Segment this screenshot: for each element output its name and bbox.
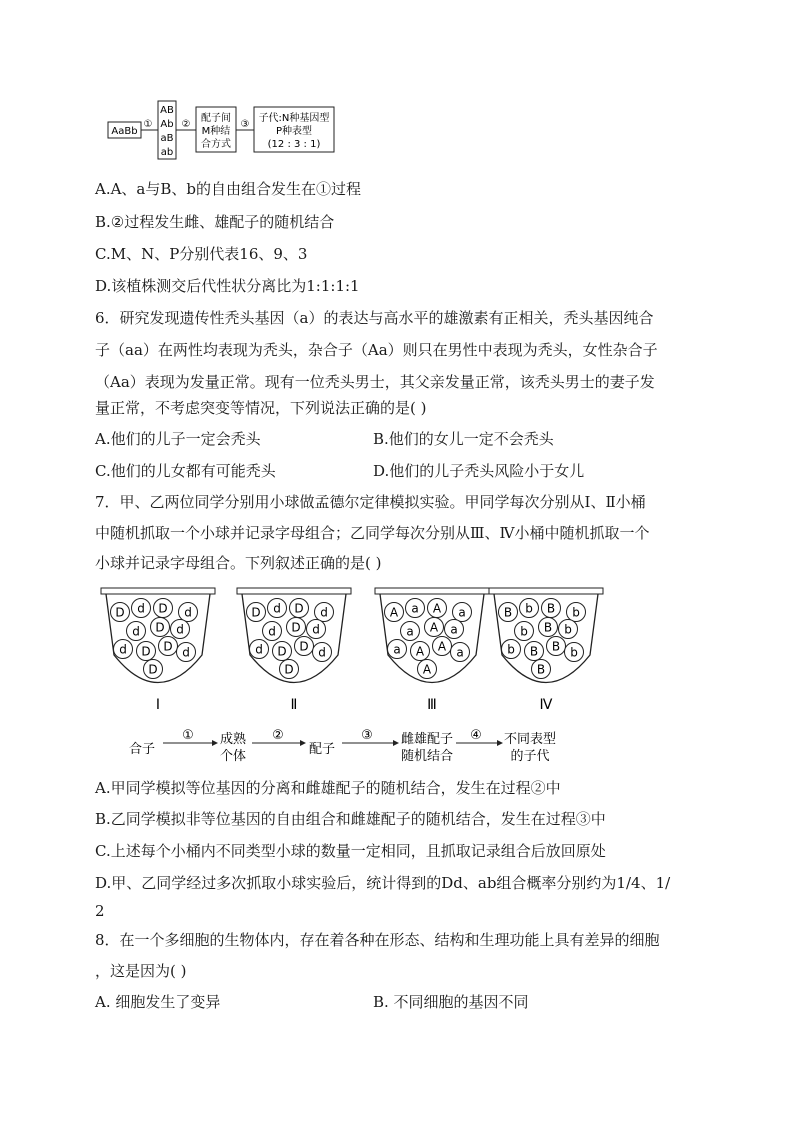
- ball-label: d: [273, 601, 281, 616]
- ball-label: d: [268, 624, 276, 639]
- svg-text:①: ①: [182, 728, 194, 743]
- q7-option-d[interactable]: D.甲、乙同学经过多次抓取小球实验后，统计得到的Dd、ab组合概率分别约为1/4、1/: [95, 874, 671, 892]
- bucket-label: Ⅳ: [539, 697, 553, 713]
- ball-label: D: [299, 639, 309, 654]
- q7-option-a[interactable]: A.甲同学模拟等位基因的分离和雌雄配子的随机结合，发生在过程②中: [95, 779, 561, 797]
- svg-text:的子代: 的子代: [510, 749, 550, 764]
- svg-text:AB: AB: [160, 105, 174, 116]
- svg-text:③: ③: [361, 728, 373, 743]
- ball-label: B: [529, 644, 539, 659]
- svg-text:②: ②: [181, 119, 191, 130]
- q5-option-a[interactable]: A.A、a与B、b的自由组合发生在①过程: [95, 180, 362, 198]
- ball-label: D: [277, 644, 287, 659]
- ball-label: D: [158, 601, 168, 616]
- ball-label: a: [406, 624, 414, 639]
- q8-stem-line-1: 8．在一个多细胞的生物体内，存在着各种在形态、结构和生理功能上具有差异的细胞: [95, 931, 660, 949]
- bucket-1: [101, 588, 215, 713]
- bucket-label: Ⅱ: [290, 697, 298, 713]
- ball-label: B: [546, 601, 556, 616]
- svg-text:ab: ab: [160, 147, 174, 158]
- svg-text:配子间: 配子间: [201, 113, 231, 124]
- flow-start-label: AaBb: [111, 126, 138, 137]
- ball-label: d: [182, 645, 190, 660]
- ball-label: B: [551, 639, 561, 654]
- svg-text:①: ①: [143, 119, 153, 130]
- ball-label: B: [503, 605, 513, 620]
- ball-label: A: [389, 605, 399, 620]
- ball-label: D: [155, 620, 165, 635]
- ball-label: D: [148, 662, 158, 677]
- svg-text:随机结合: 随机结合: [400, 749, 454, 764]
- q6-option-a[interactable]: A.他们的儿子一定会秃头: [95, 430, 261, 448]
- svg-text:M种结: M种结: [201, 126, 231, 137]
- ball-label: d: [312, 622, 320, 637]
- ball-label: D: [294, 601, 304, 616]
- ball-label: d: [137, 601, 145, 616]
- svg-text:个体: 个体: [219, 749, 247, 764]
- svg-text:③: ③: [240, 119, 250, 130]
- ball-label: d: [132, 624, 140, 639]
- gamete-flow-diagram: [0, 0, 794, 175]
- ball-label: D: [284, 662, 294, 677]
- svg-text:不同表型: 不同表型: [503, 732, 557, 747]
- ball-label: B: [543, 620, 553, 635]
- ball-label: a: [411, 601, 419, 616]
- ball-label: b: [570, 645, 578, 660]
- svg-text:aB: aB: [160, 133, 174, 144]
- ball-label: A: [429, 620, 439, 635]
- ball-label: A: [415, 644, 425, 659]
- ball-label: b: [520, 624, 528, 639]
- svg-text:②: ②: [272, 728, 284, 743]
- q7-stem-line-3: 小球并记录字母组合。下列叙述正确的是( ): [95, 554, 382, 572]
- ball-label: D: [141, 644, 151, 659]
- q6-stem-line-1: 6．研究发现遗传性秃头基因（a）的表达与高水平的雄激素有正相关，秃头基因纯合: [95, 309, 654, 327]
- q5-option-b[interactable]: B.②过程发生雌、雄配子的随机结合: [95, 213, 335, 231]
- bucket-4: [489, 588, 603, 713]
- process-flow-diagram: [0, 727, 794, 772]
- q8-option-b[interactable]: B. 不同细胞的基因不同: [373, 993, 529, 1011]
- q6-stem-line-4: 量正常，不考虑突变等情况，下列说法正确的是( ): [95, 399, 427, 417]
- ball-label: D: [251, 605, 261, 620]
- svg-text:雌雄配子: 雌雄配子: [400, 732, 454, 747]
- ball-label: b: [572, 605, 580, 620]
- q6-option-b[interactable]: B.他们的女儿一定不会秃头: [373, 430, 554, 448]
- svg-text:P种表型: P种表型: [275, 126, 313, 137]
- ball-label: d: [184, 605, 192, 620]
- q5-option-d[interactable]: D.该植株测交后代性状分离比为1:1:1:1: [95, 277, 360, 295]
- svg-text:④: ④: [470, 728, 482, 743]
- ball-label: D: [291, 620, 301, 635]
- q8-stem-line-2: ，这是因为( ): [95, 962, 187, 980]
- ball-label: a: [458, 605, 466, 620]
- ball-label: B: [536, 662, 546, 677]
- ball-label: A: [422, 662, 432, 677]
- ball-label: b: [507, 642, 515, 657]
- bucket-diagram: [0, 585, 794, 715]
- ball-label: d: [119, 642, 127, 657]
- svg-text:成熟: 成熟: [219, 732, 247, 747]
- bucket-label: Ⅲ: [427, 697, 437, 713]
- q6-stem-line-3: （Aa）表现为发量正常。现有一位秃头男士，其父亲发量正常，该秃头男士的妻子发: [95, 373, 655, 391]
- svg-text:(12 : 3 : 1): (12 : 3 : 1): [267, 139, 321, 150]
- q7-stem-line-2: 中随机抓取一个小球并记录字母组合；乙同学每次分别从Ⅲ、Ⅳ小桶中随机抓取一个: [95, 524, 650, 542]
- svg-text:Ab: Ab: [160, 119, 174, 130]
- q6-option-c[interactable]: C.他们的儿女都有可能秃头: [95, 462, 276, 480]
- svg-text:子代:N种基因型: 子代:N种基因型: [258, 113, 330, 124]
- q6-stem-line-2: 子（aa）在两性均表现为秃头，杂合子（Aa）则只在男性中表现为秃头，女性杂合子: [95, 341, 658, 359]
- ball-label: b: [564, 622, 572, 637]
- svg-text:配子: 配子: [308, 742, 336, 757]
- ball-label: b: [525, 601, 533, 616]
- ball-label: d: [255, 642, 263, 657]
- q6-option-d[interactable]: D.他们的儿子秃头风险小于女儿: [373, 462, 585, 480]
- bucket-3: [375, 588, 489, 713]
- ball-label: a: [450, 622, 458, 637]
- q8-option-a[interactable]: A. 细胞发生了变异: [95, 993, 221, 1011]
- bucket-2: [237, 588, 351, 713]
- bucket-label: Ⅰ: [155, 697, 161, 713]
- q7-option-c[interactable]: C.上述每个小桶内不同类型小球的数量一定相同，且抓取记录组合后放回原处: [95, 842, 606, 860]
- ball-label: a: [456, 645, 464, 660]
- ball-label: D: [115, 605, 125, 620]
- q5-option-c[interactable]: C.M、N、P分别代表16、9、3: [95, 245, 308, 263]
- ball-label: d: [318, 645, 326, 660]
- svg-text:合方式: 合方式: [201, 139, 231, 150]
- ball-label: D: [163, 639, 173, 654]
- ball-label: d: [176, 622, 184, 637]
- ball-label: d: [320, 605, 328, 620]
- ball-label: A: [437, 639, 447, 654]
- svg-text:合子: 合子: [128, 742, 156, 757]
- ball-label: a: [393, 642, 401, 657]
- q7-option-b[interactable]: B.乙同学模拟非等位基因的自由组合和雌雄配子的随机结合，发生在过程③中: [95, 810, 606, 828]
- q7-stem-line-1: 7．甲、乙两位同学分别用小球做孟德尔定律模拟实验。甲同学每次分别从Ⅰ、Ⅱ小桶: [95, 493, 646, 511]
- ball-label: A: [432, 601, 442, 616]
- q7-option-d-wrap: 2: [95, 902, 105, 920]
